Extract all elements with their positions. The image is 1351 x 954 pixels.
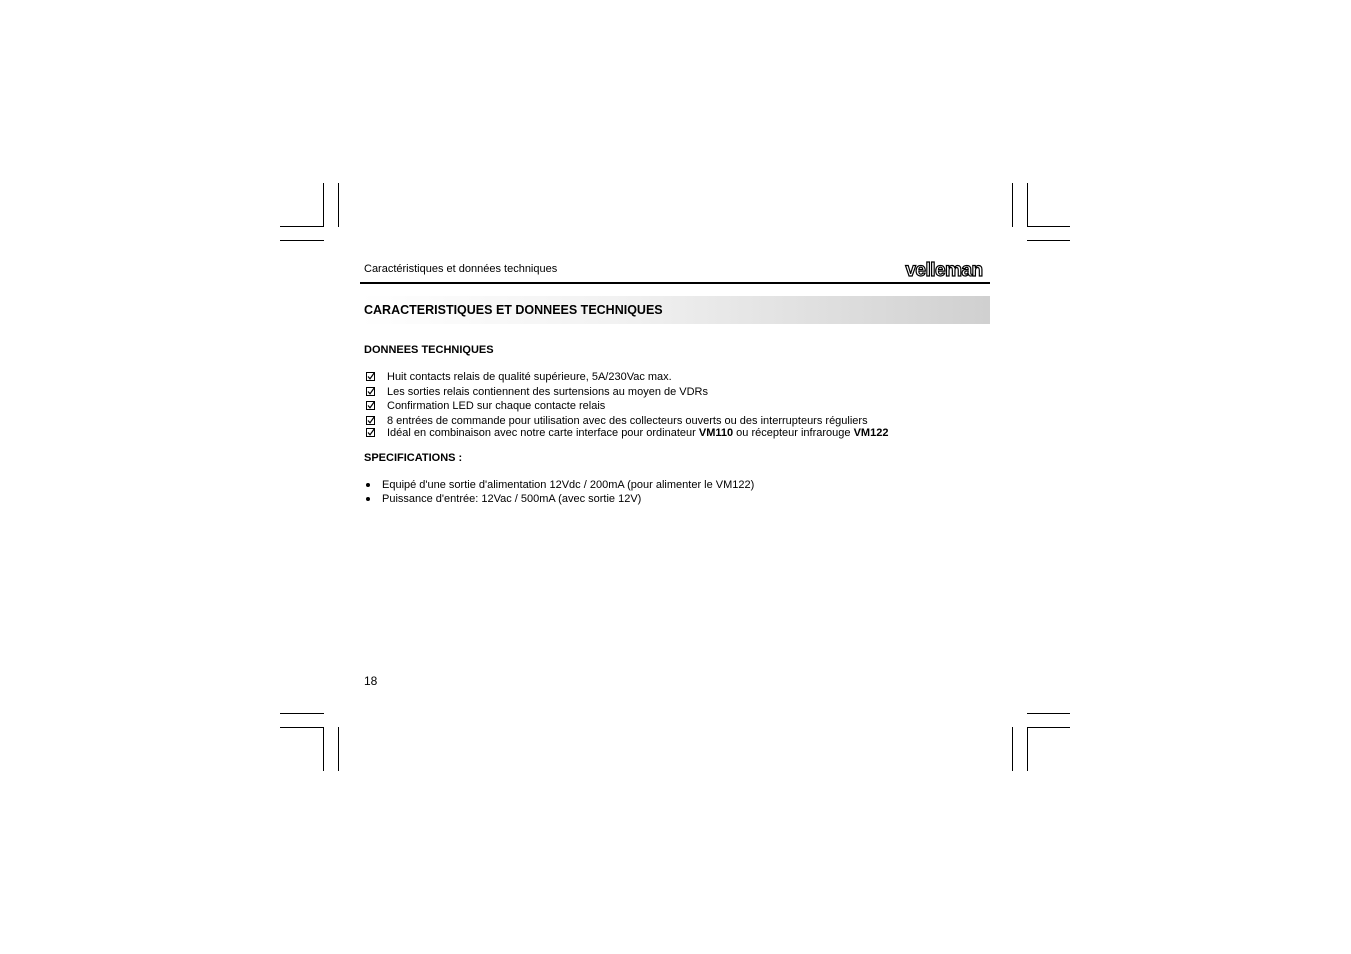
logo-text: velleman — [905, 260, 983, 280]
crop-mark — [1012, 183, 1013, 227]
checkbox-checked-icon — [366, 428, 375, 437]
list-item — [364, 385, 888, 400]
donnees-list — [364, 370, 888, 441]
list-item-text: 8 entrées de commande pour utilisation avec des collecteurs ouverts ou des interrupteurs réguliers — [387, 414, 868, 427]
header-title: Caractéristiques et données techniques — [364, 263, 558, 275]
list-item-text: ou récepteur infrarouge — [733, 427, 854, 439]
crop-mark — [280, 713, 324, 714]
checkbox-checked-icon — [366, 387, 375, 396]
list-item-text: Equipé d'une sortie d'alimentation 12Vdc / 200mA (pour alimenter le VM122) — [382, 479, 755, 491]
crop-mark — [1027, 226, 1070, 227]
bullet-icon — [366, 483, 370, 487]
list-item — [364, 399, 888, 414]
list-item — [364, 426, 888, 441]
crop-mark — [323, 727, 324, 771]
list-item-text: Les sorties relais contiennent des surtensions au moyen de VDRs — [387, 385, 709, 398]
list-item-text: Confirmation LED sur chaque contacte relais — [387, 400, 606, 412]
bullet-icon — [366, 497, 370, 501]
crop-mark — [1012, 727, 1013, 771]
crop-mark — [1027, 713, 1070, 714]
list-item-text: Huit contacts relais de qualité supérieure, 5A/230Vac max. — [387, 371, 672, 383]
product-code-vm122: VM122 — [853, 427, 889, 439]
crop-mark — [338, 183, 339, 227]
document-page — [360, 255, 990, 688]
crop-mark — [1027, 727, 1028, 771]
checkbox-checked-icon — [366, 416, 375, 425]
crop-mark — [1027, 727, 1070, 728]
list-item — [364, 414, 888, 427]
list-item-text: Idéal en combinaison avec notre carte interface pour ordinateur — [387, 427, 699, 439]
crop-mark — [280, 240, 324, 241]
section-banner — [360, 296, 990, 324]
crop-mark — [280, 226, 324, 227]
list-item — [364, 370, 888, 385]
specifications-heading: SPECIFICATIONS : — [364, 452, 463, 464]
list-item — [364, 492, 754, 506]
list-item-text: Puissance d'entrée: 12Vac / 500mA (avec sortie 12V) — [382, 492, 642, 505]
checkbox-checked-icon — [366, 401, 375, 410]
section-title: CARACTERISTIQUES ET DONNEES TECHNIQUES — [364, 303, 663, 317]
crop-mark — [323, 183, 324, 227]
specifications-list — [364, 478, 754, 505]
checkbox-checked-icon — [366, 372, 375, 381]
donnees-heading: DONNEES TECHNIQUES — [364, 344, 494, 356]
list-item — [364, 478, 754, 492]
crop-mark — [1027, 183, 1028, 227]
crop-mark — [338, 727, 339, 771]
crop-mark — [280, 727, 324, 728]
page-number: 18 — [364, 674, 378, 688]
crop-mark — [1027, 240, 1070, 241]
page-header — [360, 255, 990, 284]
product-code-vm110: VM110 — [698, 427, 734, 439]
velleman-logo — [898, 260, 990, 280]
